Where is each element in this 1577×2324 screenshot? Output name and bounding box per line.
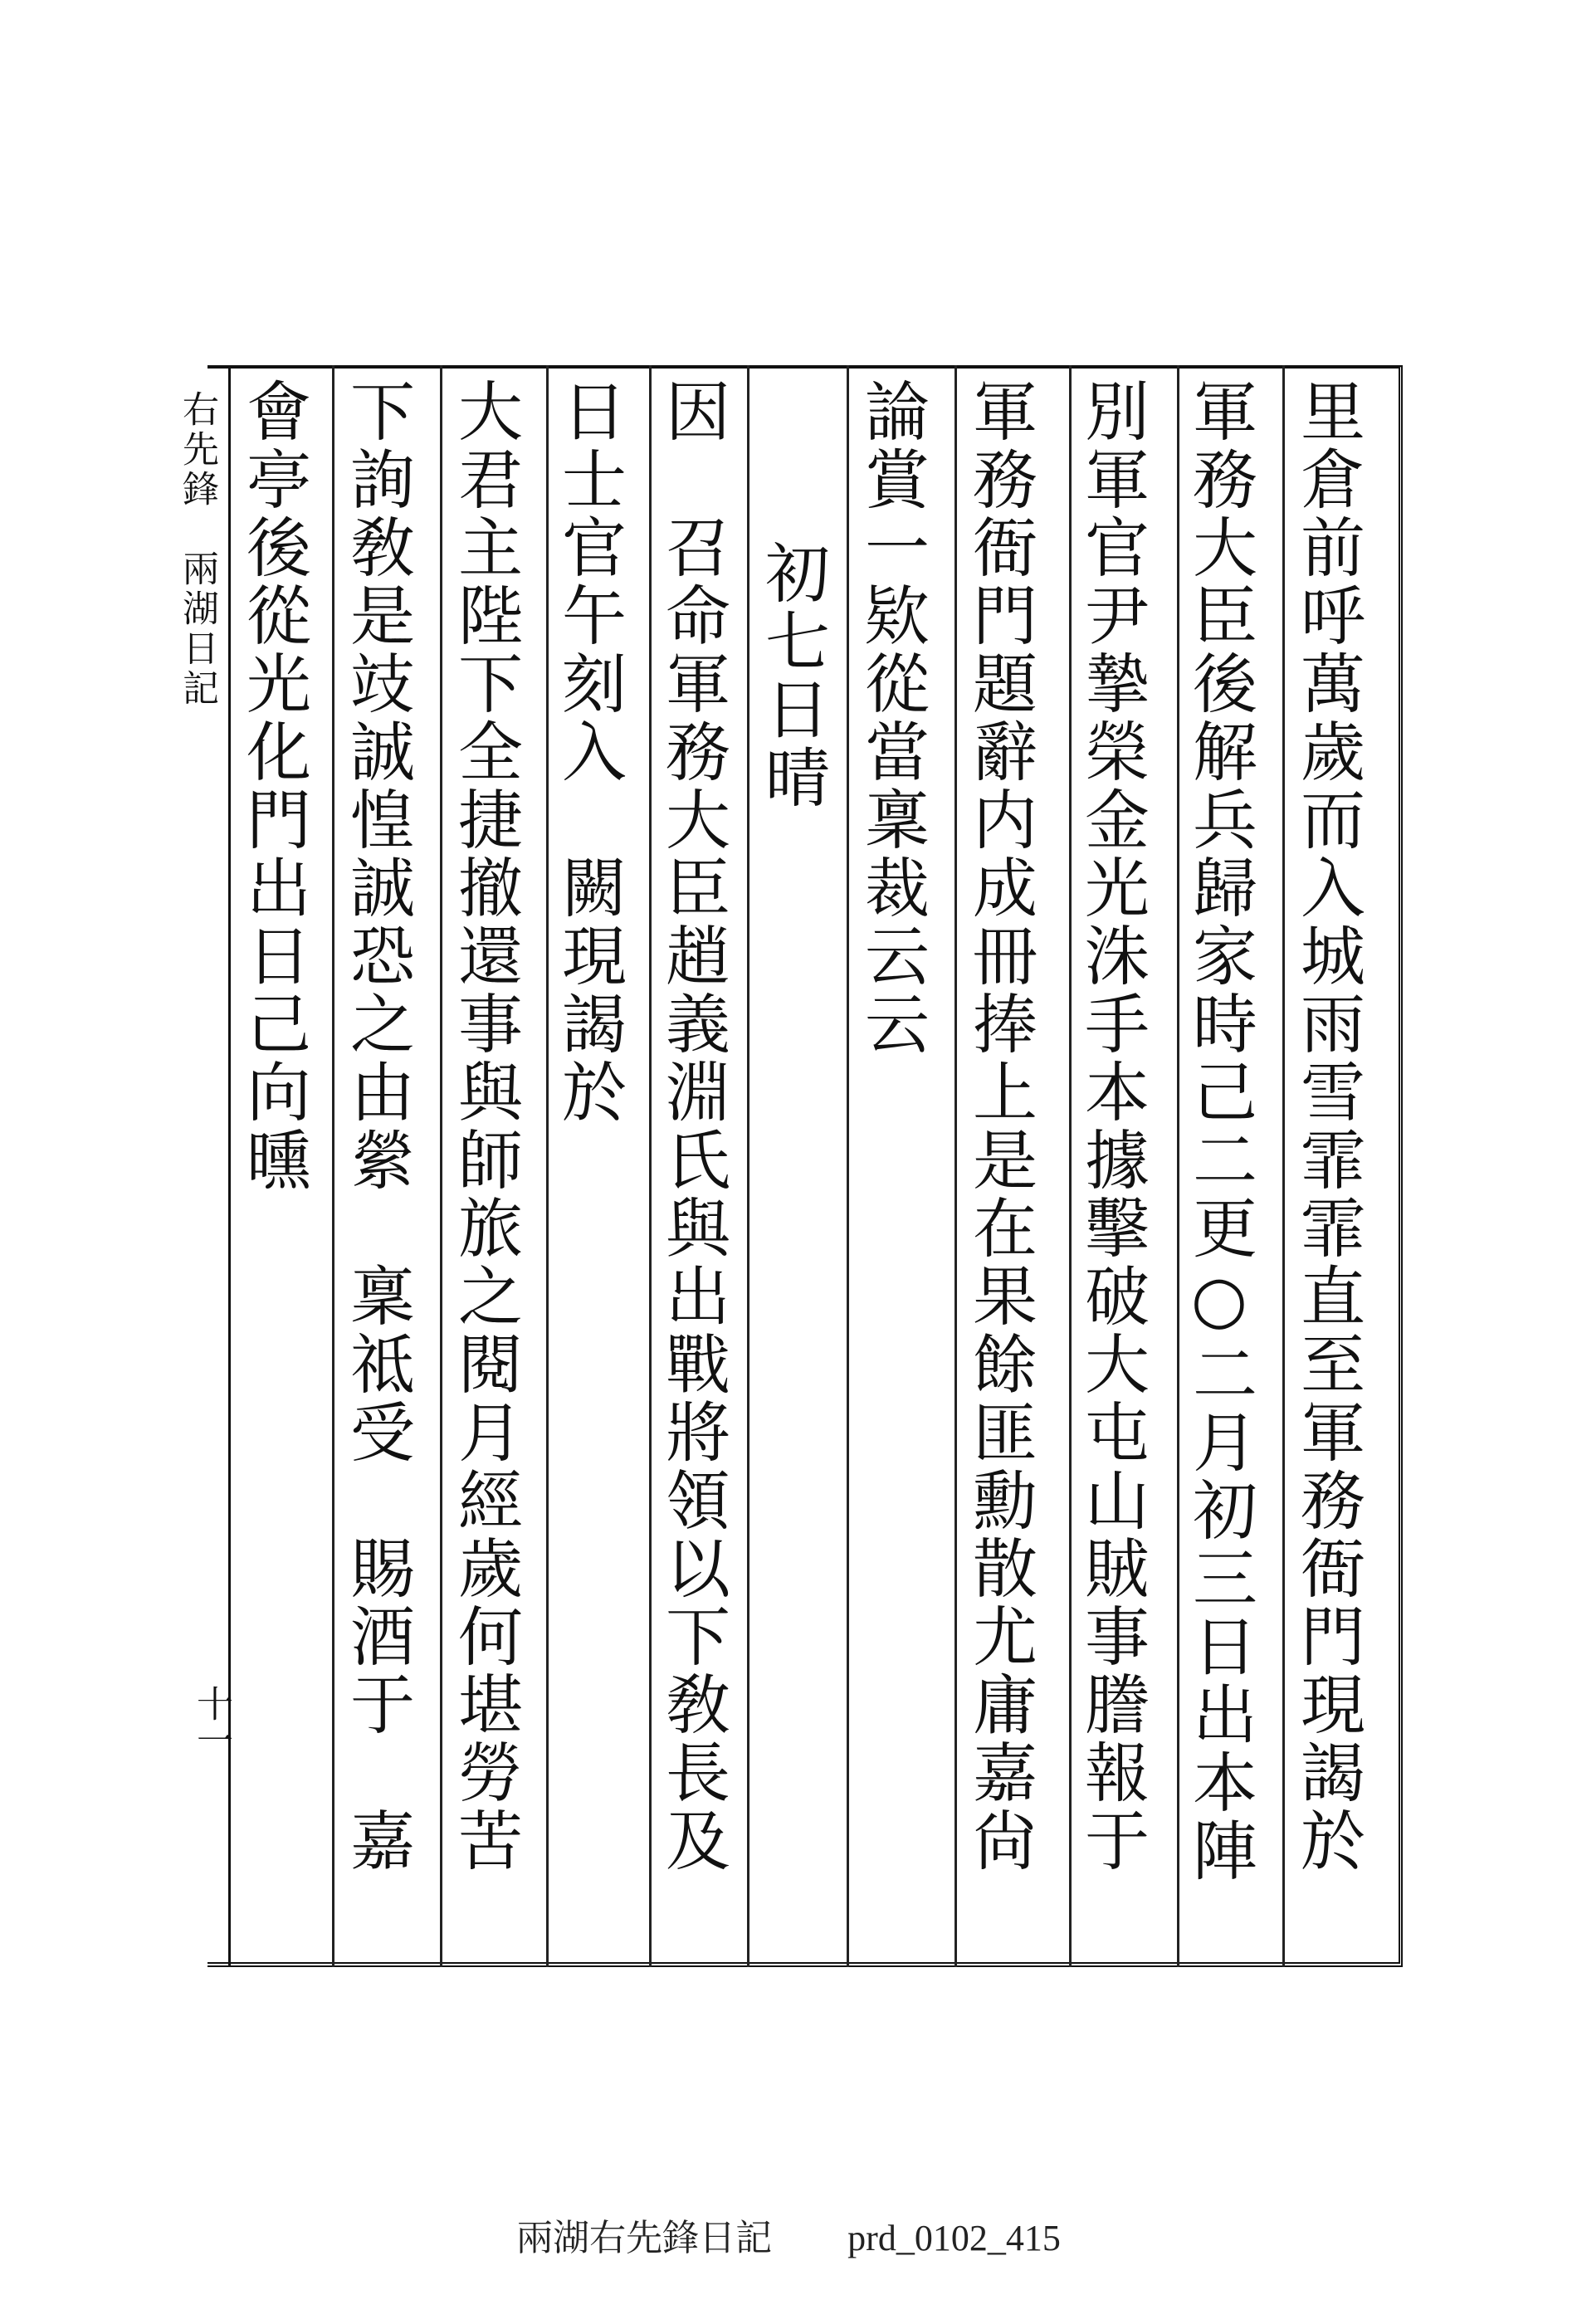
column-divider [1282,365,1285,1967]
column-divider [546,365,549,1967]
image-caption [0,2208,1577,2261]
text-column: 大君主陛下全捷撤還事與師旅之閱月經歲何堪勞苦 [447,378,522,1875]
text-column: 里倉前呼萬歲而入城雨雪霏霏直至軍務衙門現謁於 [1290,378,1365,1875]
text-column: 日士官午刻入 闕現謁於 [551,378,626,1126]
folio-number: 十一 [190,1685,232,1758]
column-divider [1069,365,1072,1967]
caption-id: prd_0102_415 [847,2218,1061,2258]
column-divider [1177,365,1179,1967]
text-column: 因 召命軍務大臣趙義淵氏與出戰將領以下敎長及 [655,378,730,1875]
caption-title: 兩湖右先鋒日記 [516,2218,773,2258]
text-column: 下詢敎是攱誠惶誠恐之由縈 稟祗受 賜酒于 嘉 [339,378,414,1875]
text-column: 軍務大臣後解兵歸家時己二更○二月初三日出本陣 [1182,378,1257,1885]
column-divider [332,365,334,1967]
text-column: 會亭後從光化門出日己向曛 [236,378,310,1194]
column-divider [649,365,652,1967]
column-divider [440,365,442,1967]
text-column: 論賞一欵從當稟裁云云 [854,378,929,1058]
margin-label: 右先鋒 兩湖日記 [176,390,218,709]
text-column: 別軍官尹摯榮金光洙手本據擊破大屯山賊事謄報于 [1074,378,1149,1875]
text-column: 軍務衙門題辭内成冊捧上是在果餘匪勳散尤庸嘉尙 [962,378,1037,1875]
column-divider [747,365,749,1967]
column-divider [954,365,957,1967]
column-divider [847,365,849,1967]
text-column: 初七日晴 [754,540,829,812]
